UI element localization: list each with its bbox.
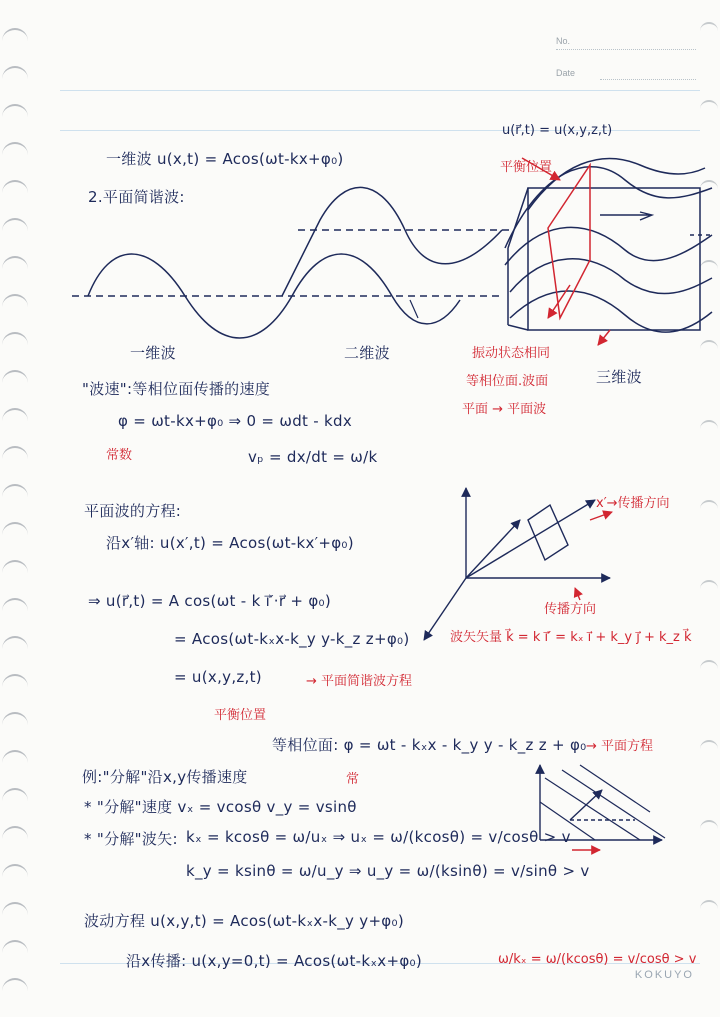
label-1d-wave: 一维波 bbox=[130, 344, 176, 362]
equilibrium-note: 平衡位置 bbox=[500, 160, 553, 175]
phase-surface-note: 等相位面.波面 bbox=[466, 374, 549, 389]
phase-velocity-equation: vₚ = dx/dt = ω/k bbox=[248, 448, 378, 466]
plane-wave-axes bbox=[424, 488, 610, 640]
harmonic-wave-note: → 平面简谐波方程 bbox=[306, 674, 413, 689]
along-x-propagation: 沿x传播: u(x,y=0,t) = Acos(ωt-kₓx+φ₀) bbox=[126, 952, 422, 970]
example-const-note: 常 bbox=[346, 772, 360, 787]
phase-equation: φ = ωt-kx+φ₀ ⇒ 0 = ωdt - kdx bbox=[118, 412, 353, 430]
balance-position-note: 平衡位置 bbox=[214, 708, 267, 723]
velocity-ratio: ω/kₓ = ω/(kcosθ) = v/cosθ > v bbox=[498, 952, 697, 967]
kx-relation: kₓ = kcosθ = ω/uₓ ⇒ uₓ = ω/(kcosθ) = v/cosθ > v bbox=[186, 828, 571, 846]
vector-wave-equation: ⇒ u(r⃗,t) = A cos(ωt - k i⃗′·r⃗ + φ₀) bbox=[88, 592, 332, 610]
ky-relation: k_y = ksinθ = ω/u_y ⇒ u_y = ω/(ksinθ) = v/sinθ > v bbox=[186, 862, 590, 880]
example-title: 例:"分解"沿x,y传播速度 bbox=[82, 768, 248, 786]
constant-note: 常数 bbox=[106, 448, 133, 463]
expanded-wave-equation: = Acos(ωt-kₓx-k_y y-k_z z+φ₀) bbox=[174, 630, 410, 648]
phase-speed-title: "波速":等相位面传播的速度 bbox=[82, 380, 271, 398]
label-2d-wave: 二维波 bbox=[344, 344, 390, 362]
wave-equation-2d: 波动方程 u(x,y,t) = Acos(ωt-kₓx-k_y y+φ₀) bbox=[84, 912, 404, 930]
header-date-label: Date bbox=[556, 68, 576, 78]
label-3d-wave: 三维波 bbox=[596, 368, 642, 386]
xyz-wave-equation: = u(x,y,z,t) bbox=[174, 668, 262, 686]
decomposed-wavevector-label: * "分解"波矢: bbox=[84, 830, 178, 848]
plane-wave-note: 平面 → 平面波 bbox=[462, 402, 547, 417]
plane-wave-heading: 2.平面简谐波: bbox=[88, 188, 185, 206]
brand-logo: KOKUYO bbox=[634, 969, 694, 981]
wave-3d-phase-plane bbox=[522, 158, 610, 345]
along-axis-equation: 沿x′轴: u(x′,t) = Acos(ωt-kx′+φ₀) bbox=[106, 534, 354, 552]
propagation-direction-note: 传播方向 bbox=[544, 602, 597, 617]
wave-1d-2d-sketch bbox=[72, 187, 510, 338]
wave-3d-sketch bbox=[505, 159, 712, 333]
plane-wave-red-arrows bbox=[575, 512, 612, 600]
plane-eq-title: 平面波的方程: bbox=[84, 502, 182, 520]
equiphase-equation: 等相位面: φ = ωt - kₓx - k_y y - k_z z + φ₀ bbox=[272, 736, 587, 754]
wave-vector-note: 波矢矢量 k⃗ = k i⃗′ = kₓ i⃗ + k_y j⃗ + k_z k⃗ bbox=[450, 630, 692, 645]
header-no-label: No. bbox=[556, 36, 571, 46]
x-direction-note: x′→传播方向 bbox=[596, 496, 670, 511]
decomposed-speed: * "分解"速度 vₓ = vcosθ v_y = vsinθ bbox=[84, 798, 357, 816]
plane-equation-note: → 平面方程 bbox=[586, 739, 654, 754]
one-d-wave-equation: 一维波 u(x,t) = Acos(ωt-kx+φ₀) bbox=[106, 150, 344, 168]
three-d-formula: u(r⃗,t) = u(x,y,z,t) bbox=[502, 123, 613, 138]
vibration-note: 振动状态相同 bbox=[472, 346, 551, 361]
